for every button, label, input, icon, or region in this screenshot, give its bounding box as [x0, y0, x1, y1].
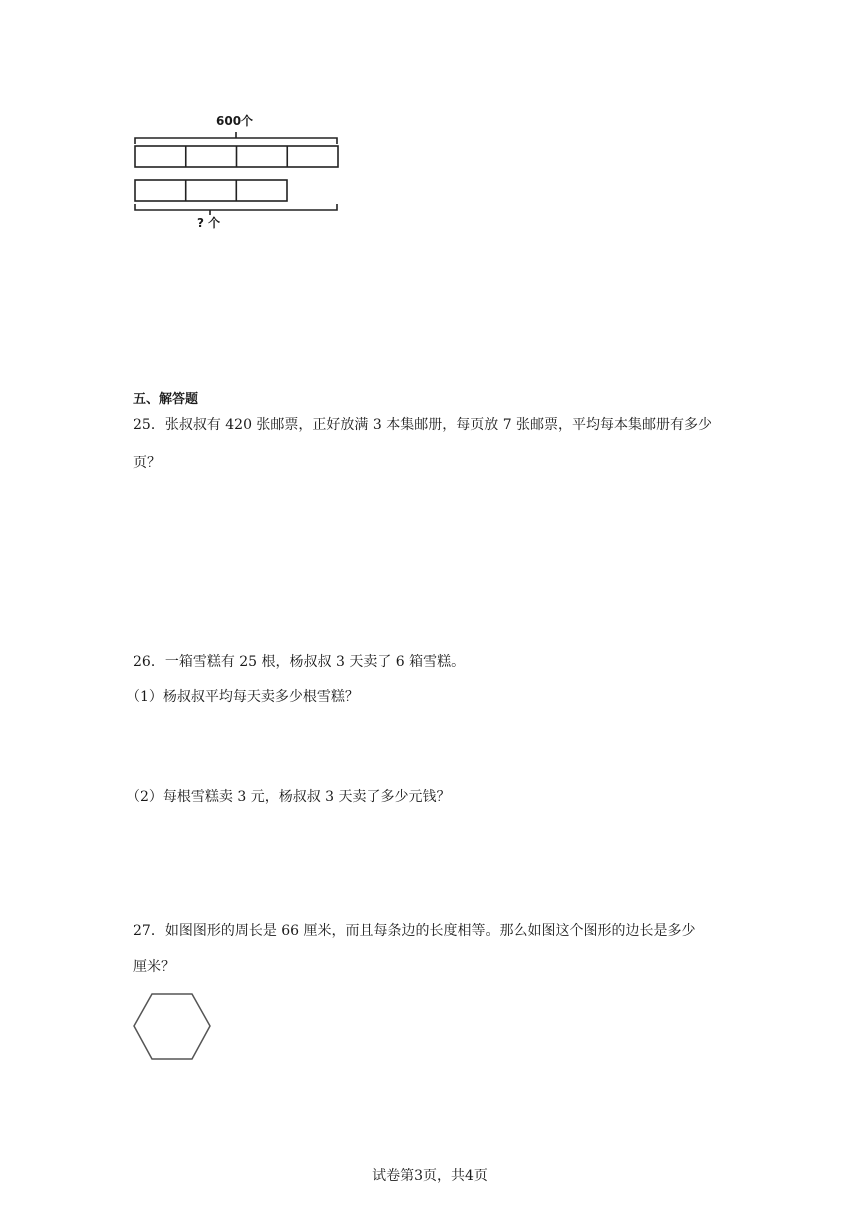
question-25-line1: 25．张叔叔有 420 张邮票，正好放满 3 本集邮册，每页放 7 张邮票，平均每本集邮册有多少: [133, 417, 713, 433]
question-27-line1: 27．如图图形的周长是 66 厘米，而且每条边的长度相等。那么如图这个图形的边长是多少: [133, 923, 696, 939]
question-26-sub2: （2）每根雪糕卖 3 元，杨叔叔 3 天卖了多少元钱？: [126, 789, 451, 805]
section-title: 五、解答题: [133, 392, 199, 407]
bottom-brace: [135, 204, 337, 210]
page-footer: 试卷第3页，共4页: [372, 1168, 488, 1184]
hexagon-shape: [134, 994, 210, 1059]
question-27-line2: 厘米？: [133, 959, 175, 975]
question-26-stem: 26．一箱雪糕有 25 根，杨叔叔 3 天卖了 6 箱雪糕。: [133, 654, 466, 670]
hexagon-figure: [131, 991, 213, 1063]
segment-diagram: [130, 108, 345, 233]
total-label: 600个: [216, 114, 254, 128]
unknown-label: ? 个: [197, 216, 221, 230]
segment-diagram-drawing: [130, 108, 345, 233]
bottom-bar: [135, 180, 287, 201]
top-brace: [135, 138, 337, 144]
question-26-sub1: （1）杨叔叔平均每天卖多少根雪糕？: [126, 689, 359, 705]
question-25-line2: 页？: [133, 455, 161, 471]
